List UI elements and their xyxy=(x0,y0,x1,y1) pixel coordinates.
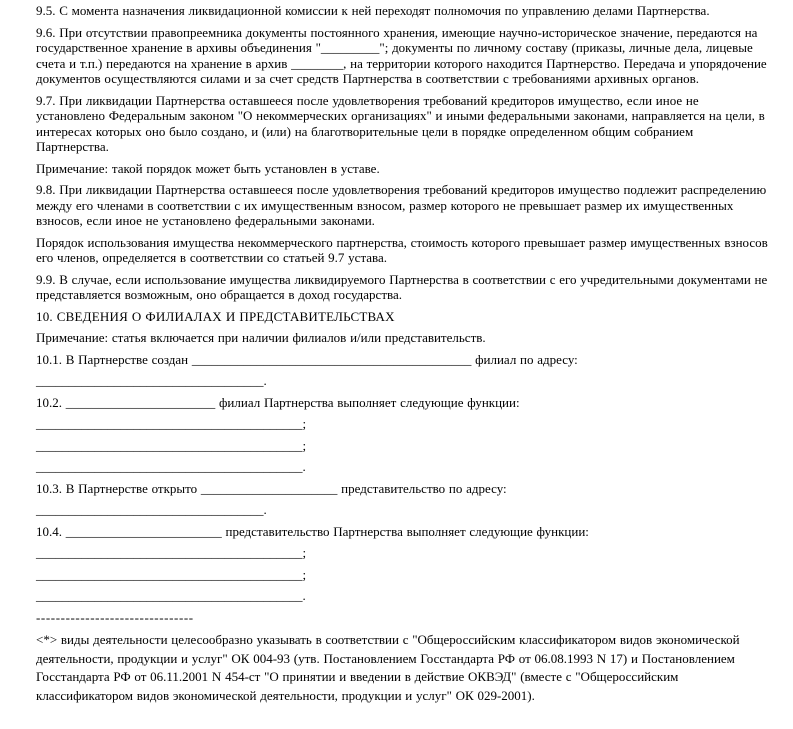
clause-10-2-function-blank-1: _________________________________________; xyxy=(36,416,307,431)
clause-10-3: 10.3. В Партнерстве открыто _____________________ представительство по адресу: xyxy=(36,480,507,496)
clause-10-2-function-blank-2: _________________________________________; xyxy=(36,437,307,453)
footnote-text: <*> виды деятельности целесообразно указывать в соответствии с "Общероссийским классификатором видов экономической деятельности, продукции и услуг" ОК 004-93 (утв. Постановлением Госстандарта РФ от 06.08.1993 N 17) и Постановлением Госстандарта РФ от 06.11.2001 N 454-ст "О принятии и введении в действие ОКВЭД" (вместе с "Общероссийским классификатором видов экономической деятельности, продукции и услуг" ОК 029-2001). xyxy=(36,632,740,703)
clause-10-2-function-blank-3: _________________________________________. xyxy=(36,459,306,474)
clause-10-1-address-blank: ___________________________________. xyxy=(36,373,267,388)
clause-9-8-addendum: Порядок использования имущества некоммерческого партнерства, стоимость которого превышает размер имущественных взносов его членов, определяется в соответствии со статьей 9.7 устава. xyxy=(36,234,768,265)
clause-10-3-address-blank: ___________________________________. xyxy=(36,502,267,517)
footnote-separator: -------------------------------- xyxy=(36,609,194,625)
clause-9-9: 9.9. В случае, если использование имущества ликвидируемого Партнерства в соответствии с его учредительными документами не представляется возможным, оно обращается в доход государства. xyxy=(36,271,768,302)
clause-9-7: 9.7. При ликвидации Партнерства оставшееся после удовлетворения требований кредиторов имущество, если иное не установлено Федеральным законом "О некоммерческих организациях" и иными федеральными законами, направляется на цели, в интересах которых оно было создано, и (или) на благотворительные цели в порядке определенном общим собранием Партнерства. xyxy=(36,92,765,154)
clause-10-2: 10.2. _______________________ филиал Партнерства выполняет следующие функции: xyxy=(36,394,520,410)
clause-9-8: 9.8. При ликвидации Партнерства оставшееся после удовлетворения требований кредиторов имущество подлежит распределению между его членами в соответствии с их имущественным взносом, размер которого не превышает размер их имущественных взносов, если иное не установлено федеральными законами. xyxy=(36,182,767,228)
clause-9-5: 9.5. С момента назначения ликвидационной комиссии к ней переходят полномочия по управлению делами Партнерства. xyxy=(36,3,710,18)
section-10-note: Примечание: статья включается при наличии филиалов и/или представительств. xyxy=(36,330,486,345)
clause-10-4: 10.4. ________________________ представительство Партнерства выполняет следующие функции: xyxy=(36,523,589,539)
clause-10-4-function-blank-2: _________________________________________; xyxy=(36,566,307,582)
note-clause-9-7: Примечание: такой порядок может быть установлен в уставе. xyxy=(36,160,380,176)
clause-10-4-function-blank-1: _________________________________________; xyxy=(36,545,307,560)
clause-9-6: 9.6. При отсутствии правопреемника документы постоянного хранения, имеющие научно-историческое значение, передаются на государственное хранение в архивы объединения "_________"; документы по личному составу (приказы, личные дела, лицевые счета и т.п.) передаются на хранение в архив ________, на территории которого находится Партнерство. Передача и упорядочение документов осуществляются силами и за счет средств Партнерства в соответствии с требованиями архивных органов. xyxy=(36,24,767,86)
clause-10-4-function-blank-3: _________________________________________. xyxy=(36,588,306,603)
section-10-heading: 10. СВЕДЕНИЯ О ФИЛИАЛАХ И ПРЕДСТАВИТЕЛЬСТВАХ xyxy=(36,308,395,324)
clause-10-1: 10.1. В Партнерстве создан ___________________________________________ филиал по адресу: xyxy=(36,351,578,367)
